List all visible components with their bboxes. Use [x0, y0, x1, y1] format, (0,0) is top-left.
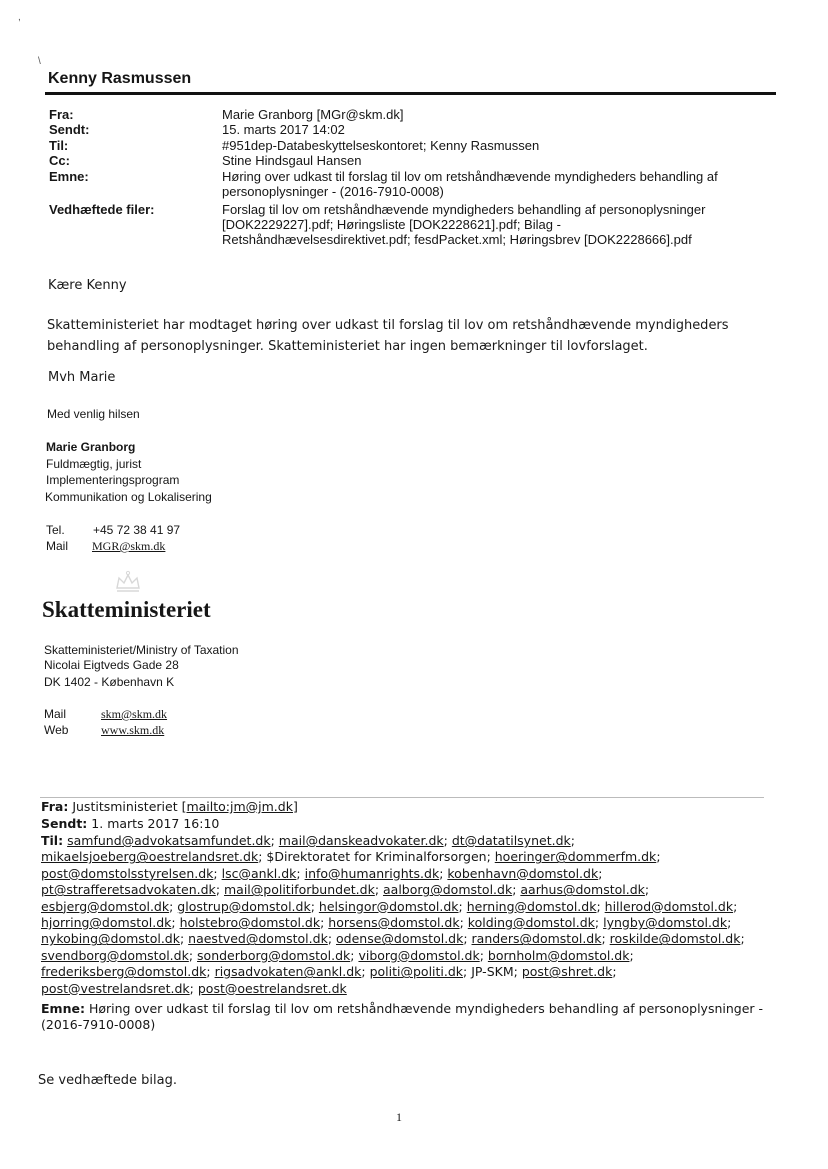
- recipient-item[interactable]: lsc@ankl.dk: [221, 865, 297, 881]
- recipient-item[interactable]: viborg@domstol.dk: [358, 947, 480, 963]
- signature-department: Kommunikation og Lokalisering: [45, 490, 212, 504]
- crown-icon: [113, 570, 143, 594]
- recipient-item[interactable]: odense@domstol.dk: [336, 931, 464, 947]
- recipient-list: samfund@advokatsamfundet.dk; mail@danskeadvokater.dk; dt@datatilsynet.dk; mikaelsjoeberg@oestrelandsret.dk; $Direktoratet for Kriminalforsorgen; hoeringer@dommerfm.dk; post@domstolsstyrelsen.dk; lsc@ankl.dk; info@humanrights.dk; kobenhavn@domstol.dk; pt@strafferetsadvokaten.dk; mail@politiforbundet.dk; aalborg@domstol.dk; aarhus@domstol.dk; esbjerg@domstol.dk; glostrup@domstol.dk; helsingor@domstol.dk; herning@domstol.dk; hillerod@domstol.dk; hjorring@domstol.dk; holstebro@domstol.dk; horsens@domstol.dk; kolding@domstol.dk; lyngby@domstol.dk; nykobing@domstol.dk; naestved@domstol.dk; odense@domstol.dk; randers@domstol.dk; roskilde@domstol.dk; svendborg@domstol.dk; sonderborg@domstol.dk; viborg@domstol.dk; bornholm@domstol.dk; frederiksberg@domstol.dk; rigsadvokaten@ankl.dk; politi@politi.dk; JP-SKM; post@shret.dk; post@vestrelandsret.dk; post@oestrelandsret.dk: [41, 833, 745, 996]
- recipient-item[interactable]: aalborg@domstol.dk: [383, 882, 513, 898]
- web-link[interactable]: www.skm.dk: [101, 723, 165, 737]
- to-label: Til:: [49, 138, 69, 153]
- recipient-item[interactable]: glostrup@domstol.dk: [177, 898, 311, 914]
- recipient-item[interactable]: sonderborg@domstol.dk: [197, 947, 351, 963]
- forward-to-block: [41, 833, 766, 997]
- recipient-item[interactable]: lyngby@domstol.dk: [603, 915, 728, 931]
- recipient-item: $Direktoratet for Kriminalforsorgen: [266, 849, 487, 865]
- recipient-item[interactable]: dt@datatilsynet.dk: [451, 833, 571, 848]
- forward-subject-label: Emne:: [41, 1001, 85, 1016]
- recipient-item[interactable]: holstebro@domstol.dk: [179, 915, 321, 931]
- org-city: DK 1402 - København K: [44, 675, 175, 689]
- signature-name: Marie Granborg: [46, 440, 136, 454]
- forward-body: Se vedhæftede bilag.: [38, 1073, 177, 1088]
- recipient-item[interactable]: rigsadvokaten@ankl.dk: [214, 964, 362, 980]
- recipient-item[interactable]: hjorring@domstol.dk: [41, 915, 172, 931]
- recipient-item[interactable]: pt@strafferetsadvokaten.dk: [41, 882, 216, 898]
- attachments-value[interactable]: Forslag til lov om retshåndhævende myndigheders behandling af personoplysninger [DOK2229227].pdf; Høringsliste [DOK2228621].pdf; Bilag - Retshåndhævelsesdirektivet.pdf; fesdPacket.xml; Høringsbrev [DOK2228666].pdf: [222, 202, 706, 247]
- recipient-item[interactable]: hoeringer@dommerfm.dk: [494, 849, 657, 865]
- page-number: 1: [396, 1110, 402, 1124]
- recipient-item[interactable]: kolding@domstol.dk: [467, 915, 595, 931]
- forward-divider: [40, 797, 764, 798]
- recipient-item[interactable]: svendborg@domstol.dk: [41, 947, 189, 963]
- ministry-logo-text: Skatteministeriet: [42, 597, 211, 622]
- org-street: Nicolai Eigtveds Gade 28: [44, 658, 179, 672]
- stray-mark: ,: [18, 12, 21, 23]
- recipient-item[interactable]: mail@danskeadvokater.dk: [278, 833, 444, 848]
- recipient-item[interactable]: post@domstolsstyrelsen.dk: [41, 865, 214, 881]
- recipient-item[interactable]: politi@politi.dk: [369, 964, 464, 980]
- recipient-item[interactable]: frederiksberg@domstol.dk: [41, 964, 207, 980]
- forward-from-name: Justitsministeriet: [72, 799, 178, 814]
- signature-title: Fuldmægtig, jurist: [46, 457, 142, 471]
- forward-from-line: [41, 799, 766, 815]
- recipient-item[interactable]: helsingor@domstol.dk: [318, 898, 459, 914]
- tel-label: Tel.: [46, 523, 65, 537]
- forward-sent-label: Sendt:: [41, 816, 88, 831]
- tel-value: +45 72 38 41 97: [93, 523, 181, 537]
- recipient-item[interactable]: info@humanrights.dk: [304, 865, 440, 881]
- subject-value: Høring over udkast til forslag til lov om retshåndhævende myndigheders behandling af personoplysninger - (2016-7910-0008): [222, 169, 718, 199]
- sent-value: 15. marts 2017 14:02: [222, 122, 345, 137]
- greeting: Kære Kenny: [48, 278, 127, 293]
- mail-link[interactable]: MGR@skm.dk: [92, 539, 166, 553]
- forward-subject-line: [41, 1001, 766, 1034]
- recipient-item[interactable]: roskilde@domstol.dk: [609, 931, 741, 947]
- recipient-item[interactable]: herning@domstol.dk: [466, 898, 597, 914]
- sent-label: Sendt:: [49, 122, 90, 137]
- subject-label: Emne:: [49, 169, 89, 184]
- from-label: Fra:: [49, 107, 74, 122]
- from-value: Marie Granborg [MGr@skm.dk]: [222, 107, 404, 122]
- recipient-item[interactable]: randers@domstol.dk: [471, 931, 602, 947]
- recipient-item[interactable]: aarhus@domstol.dk: [520, 882, 645, 898]
- forward-to-label: Til:: [41, 833, 64, 848]
- recipient-item[interactable]: kobenhavn@domstol.dk: [447, 865, 599, 881]
- mail-label: Mail: [46, 539, 69, 553]
- recipient-item[interactable]: horsens@domstol.dk: [328, 915, 460, 931]
- recipient-item[interactable]: naestved@domstol.dk: [188, 931, 328, 947]
- recipient-item[interactable]: post@vestrelandsret.dk: [41, 980, 190, 996]
- web-label: Web: [44, 723, 69, 737]
- recipient-item[interactable]: mail@politiforbundet.dk: [224, 882, 375, 898]
- body-paragraph: Skatteministeriet har modtaget høring over udkast til forslag til lov om retshåndhævende myndigheders behandling af personoplysninger. Skatteministeriet har ingen bemærkninger til lovforslaget.: [47, 318, 729, 354]
- recipient-item[interactable]: bornholm@domstol.dk: [487, 947, 630, 963]
- recipient-item[interactable]: post@oestrelandsret.dk: [197, 980, 347, 996]
- recipient-item[interactable]: mikaelsjoeberg@oestrelandsret.dk: [41, 849, 259, 865]
- org-mail-link[interactable]: skm@skm.dk: [101, 707, 168, 721]
- mailbox-owner-name: Kenny Rasmussen: [48, 70, 192, 87]
- recipient-item[interactable]: esbjerg@domstol.dk: [41, 898, 170, 914]
- recipient-item[interactable]: samfund@advokatsamfundet.dk: [67, 833, 271, 848]
- org-full-name: Skatteministeriet/Ministry of Taxation: [44, 643, 239, 657]
- forward-sent-value: 1. marts 2017 16:10: [91, 816, 220, 831]
- forward-subject-value: Høring over udkast til forslag til lov om retshåndhævende myndigheders behandling af personoplysninger - (2016-7910-0008): [41, 1001, 764, 1033]
- closing: Mvh Marie: [48, 370, 116, 385]
- signature-salutation: Med venlig hilsen: [47, 407, 140, 421]
- to-value: #951dep-Databeskyttelseskontoret; Kenny Rasmussen: [222, 138, 540, 153]
- attachments-label: Vedhæftede filer:: [49, 202, 155, 217]
- forward-sent-line: [41, 816, 766, 832]
- org-mail-label: Mail: [44, 707, 67, 721]
- stray-mark: \: [38, 56, 41, 67]
- signature-program: Implementeringsprogram: [46, 473, 180, 487]
- forward-from-link[interactable]: [mailto:jm@jm.dk]: [181, 799, 298, 814]
- recipient-item: JP-SKM: [471, 964, 514, 980]
- recipient-item[interactable]: hillerod@domstol.dk: [604, 898, 734, 914]
- recipient-item[interactable]: nykobing@domstol.dk: [41, 931, 180, 947]
- recipient-item[interactable]: post@shret.dk: [521, 964, 613, 980]
- cc-value: Stine Hindsgaul Hansen: [222, 153, 362, 168]
- cc-label: Cc:: [49, 153, 70, 168]
- forward-from-label: Fra:: [41, 799, 69, 814]
- header-rule: [45, 92, 776, 95]
